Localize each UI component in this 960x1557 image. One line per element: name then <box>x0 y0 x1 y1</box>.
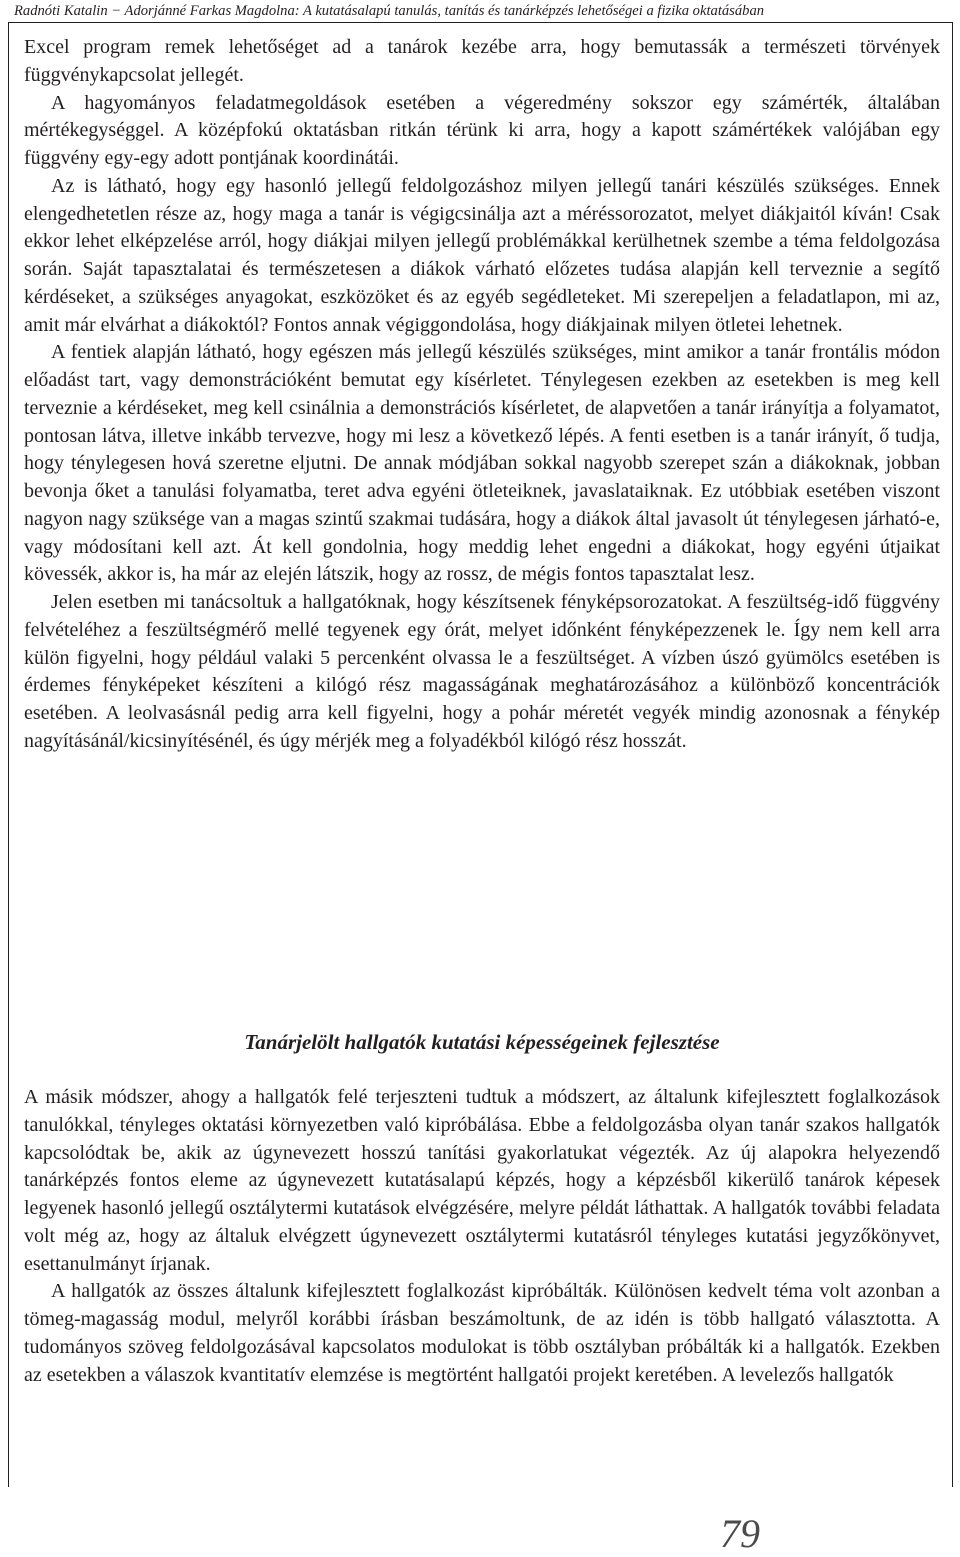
body-text-top <box>24 34 940 756</box>
paragraph: A hagyományos feladatmegoldások esetében a végeredmény sokszor egy számérték, általában mértékegységgel. A középfokú oktatásban ritkán térünk ki arra, hogy a kapott számértékek valójában egy függvény egy-egy adott pontjának koordinátái. <box>24 91 940 169</box>
paragraph: A másik módszer, ahogy a hallgatók felé terjeszteni tudtuk a módszert, az általunk kifejlesztett foglalkozások tanulókkal, tényleges oktatási környezetben való kipróbálása. Ebbe a feldolgozásba olyan tanár szakos hallgatók kapcsolódtak be, akik az úgynevezett hosszú tanítási gyakorlatukat végezték. Az új alapokra helyezendő tanárképzés fontos eleme az úgynevezett kutatásalapú képzés, hogy a képzésből kikerülő tanárok képesek legyenek hasonló jellegű osztálytermi kutatások elvégzésére, melyre példát láthattak. A hallgatók további feladata volt még az, hogy az általuk elvégzett úgynevezett osztálytermi kutatásról tényleges kutatási jegyzőkönyvet, esettanulmányt írjanak. <box>24 1086 940 1275</box>
paragraph: A fentiek alapján látható, hogy egészen más jellegű készülés szükséges, mint amikor a tanár frontális módon előadást tart, vagy demonstrációként bemutat egy kísérletet. Ténylegesen ezekben az esetekben is meg kell terveznie a kérdéseket, meg kell csinálnia a demonstrációs kísérletet, de alapvetően a tanár irányítja a folyamatot, pontosan látva, illetve inkább tervezve, hogy mi lesz a következő lépés. A fenti esetben is a tanár irányít, ő tudja, hogy ténylegesen hová szeretne eljutni. De annak módjában sokkal nagyobb szerepet szán a diákoknak, jobban bevonja őket a tanulási folyamatba, teret adva egyéni ötleteiknek, javaslataiknak. Ez utóbbiak esetében viszont nagyon nagy szüksége van a magas szintű szakmai tudására, hogy a diákok által javasolt út ténylegesen járható-e, vagy módosítani kell azt. Át kell gondolnia, hogy meddig lehet engedni a diákokat, hogy egyéni útjaikat kövessék, akkor is, ha már az elején látszik, hogy az rossz, de mégis fontos tapasztalat lesz. <box>24 341 940 586</box>
section-heading: Tanárjelölt hallgatók kutatási képességeinek fejlesztése <box>244 1030 720 1054</box>
body-text-bottom <box>24 1084 940 1389</box>
running-header: Radnóti Katalin − Adorjánné Farkas Magdolna: A kutatásalapú tanulás, tanítás és tanárképzés lehetőségei a fizika oktatásában <box>14 3 765 19</box>
paragraph: Az is látható, hogy egy hasonló jellegű feldolgozáshoz milyen jellegű tanári készülés szükséges. Ennek elengedhetetlen része az, hogy maga a tanár is végigcsinálja azt a méréssorozatot, melyet diákjaitól kíván! Csak ekkor lehet elképzelése arról, hogy diákjai milyen jellegű problémákkal kerülhetnek szembe a téma feldolgozása során. Saját tapasztalatai és természetesen a diákok várható előzetes tudása alapján kell terveznie a segítő kérdéseket, a szükséges anyagokat, eszközöket és az egyéb segédleteket. Mi szerepeljen a feladatlapon, mi az, amit már elvárhat a diákoktól? Fontos annak végiggondolása, hogy diákjainak milyen ötletei lehetnek. <box>24 174 940 336</box>
paragraph: A hallgatók az összes általunk kifejlesztett foglalkozást kipróbálták. Különösen kedvelt téma volt azonban a tömeg-magasság modul, melyről korábbi írásban beszámoltunk, de az idén is több hallgató választotta. A tudományos szöveg feldolgozásával kapcsolatos modulokat is több osztályban próbálták ki a hallgatók. Ezekben az esetekben a válaszok kvantitatív elemzése is megtörtént hallgatói projekt keretében. A levelezős hallgatók <box>24 1280 940 1386</box>
header-rule <box>8 22 952 23</box>
page-number: 79 <box>720 1511 760 1556</box>
paragraph: Excel program remek lehetőséget ad a tanárok kezébe arra, hogy bemutassák a természeti törvények függvénykapcsolat jellegét. <box>24 36 940 86</box>
right-margin-rule <box>952 22 953 1487</box>
left-margin-rule <box>8 22 9 1487</box>
paragraph: Jelen esetben mi tanácsoltuk a hallgatóknak, hogy készítsenek fényképsorozatokat. A feszültség-idő függvény felvételéhez a feszültségmérő mellé tegyenek egy órát, melyet időnként fényképezzenek le. Így nem kell arra külön figyelni, hogy például valaki 5 percenként olvassa le a feszültséget. A vízben úszó gyümölcs esetében is érdemes fényképeket készíteni a kilógó rész magasságának meghatározásához a különböző koncentrációk esetében. A leolvasásnál pedig arra kell figyelni, hogy a pohár méretét vegyék mindig azonosnak a fénykép nagyításánál/kicsinyítésénél, és úgy mérjék meg a folyadékból kilógó rész hosszát. <box>24 591 940 752</box>
